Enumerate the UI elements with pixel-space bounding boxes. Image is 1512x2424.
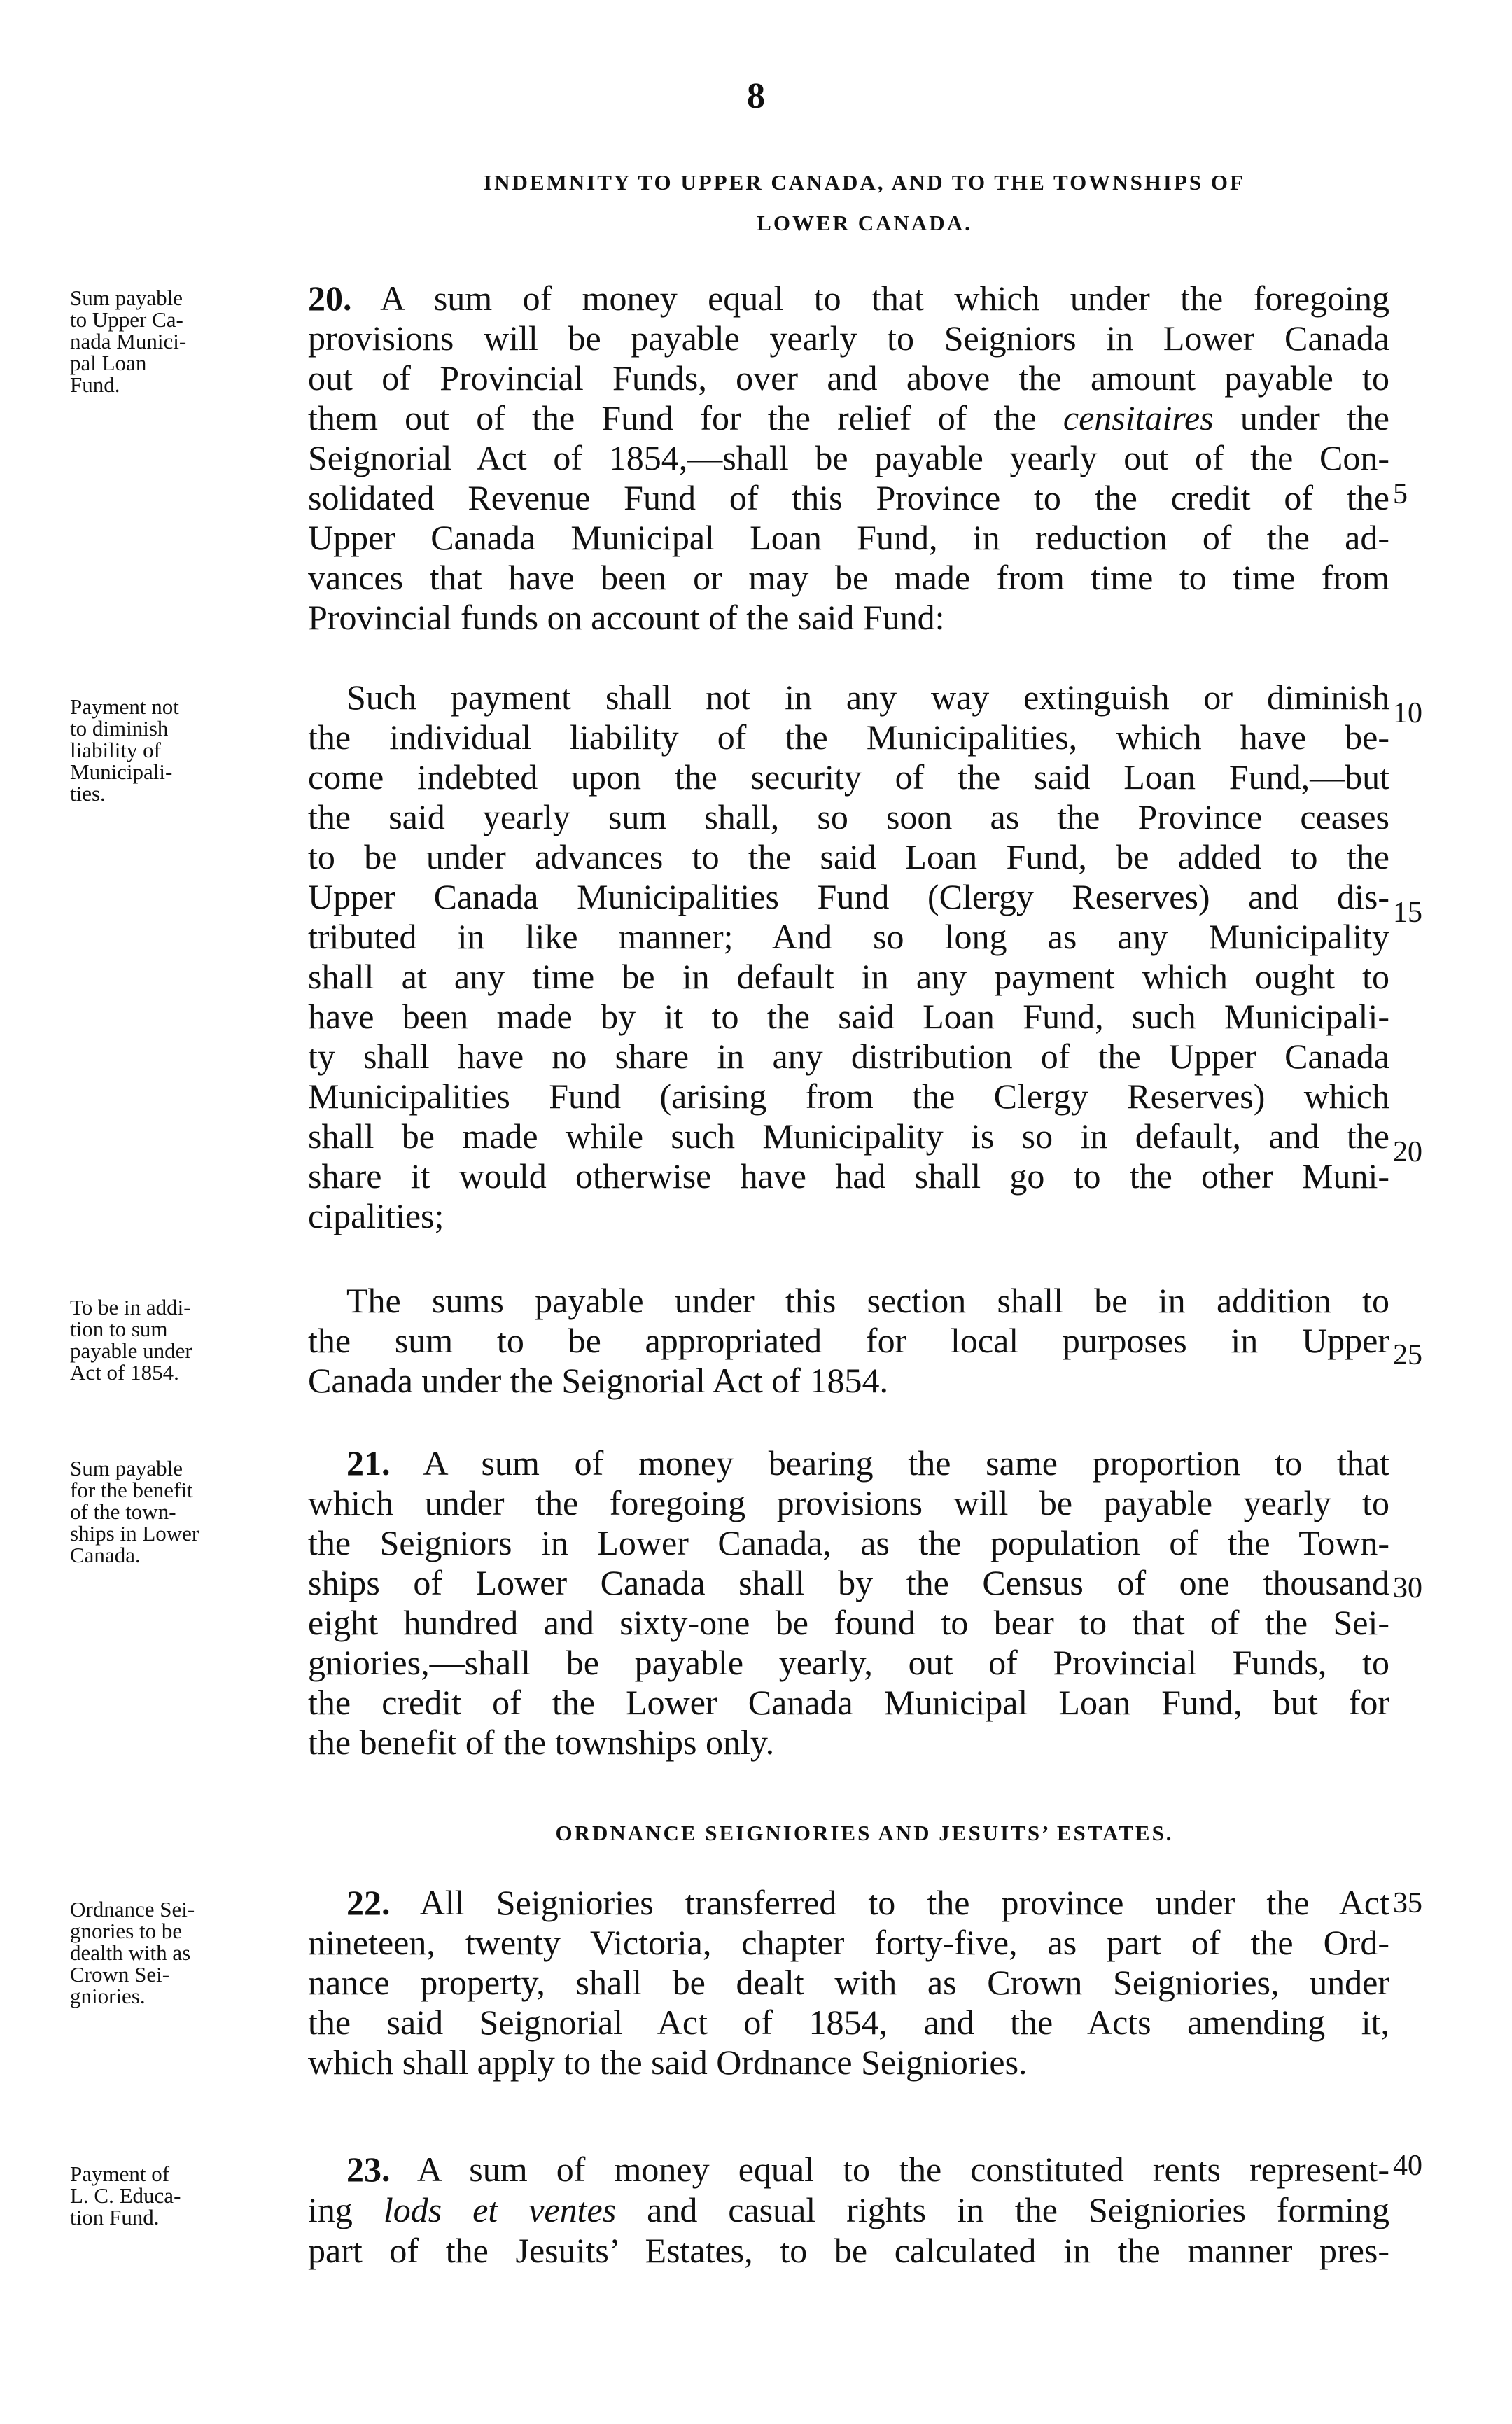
page-number: 8 (747, 76, 765, 116)
text-line: part of the Jesuits’ Estates, to be calculated in the manner pres- (308, 2231, 1390, 2270)
margin-note: Sum payable for the benefit of the town- ships in Lower Canada. (70, 1456, 200, 1567)
line-number: 25 (1393, 1339, 1422, 1371)
paragraph-text (308, 678, 1390, 1236)
text-line: ships of Lower Canada shall by the Census of one thousand (308, 1563, 1390, 1602)
line-number: 20 (1393, 1136, 1422, 1168)
text-line: them out of the Fund for the relief of the censitaires under the (308, 398, 1390, 437)
margin-note: Ordnance Sei- gnories to be dealth with as Crown Sei- gniories. (70, 1897, 195, 2008)
text-line: Seignorial Act of 1854,—shall be payable yearly out of the Con- (308, 438, 1390, 477)
section-heading-indemnity (301, 162, 1428, 244)
paragraph-text (308, 279, 1390, 638)
line-number: 5 (1393, 478, 1408, 510)
paragraph-text (308, 1281, 1390, 1401)
text-line: have been made by it to the said Loan Fund, such Municipali- (308, 997, 1390, 1036)
text-line: 23. A sum of money equal to the constituted rents represent- (346, 2150, 1390, 2189)
text-line: Such payment shall not in any way extinguish or diminish (346, 678, 1390, 717)
text-line: Upper Canada Municipal Loan Fund, in reduction of the ad- (308, 518, 1390, 557)
line-number: 10 (1393, 697, 1422, 729)
text-line: cipalities; (308, 1196, 444, 1235)
margin-note: Sum payable to Upper Ca- nada Munici- pal Loan Fund. (70, 286, 187, 397)
line-number: 40 (1393, 2150, 1422, 2182)
line-number: 30 (1393, 1572, 1422, 1604)
line-number: 35 (1393, 1887, 1422, 1919)
text-line: come indebted upon the security of the said Loan Fund,—but (308, 757, 1390, 797)
text-line: Provincial funds on account of the said Fund: (308, 598, 945, 637)
text-line: shall be made while such Municipality is so in default, and the (308, 1116, 1390, 1156)
text-line: eight hundred and sixty-one be found to bear to that of the Sei- (308, 1603, 1390, 1642)
margin-note: To be in addi- tion to sum payable under Act of 1854. (70, 1295, 192, 1385)
text-line: the individual liability of the Municipalities, which have be- (308, 717, 1390, 757)
line-number: 15 (1393, 897, 1422, 929)
text-line: to be under advances to the said Loan Fund, be added to the (308, 837, 1390, 876)
text-line: provisions will be payable yearly to Seigniors in Lower Canada (308, 318, 1390, 358)
text-line: 20. A sum of money equal to that which under the foregoing (308, 279, 1390, 318)
text-line: The sums payable under this section shall be in addition to (346, 1281, 1390, 1320)
paragraph-text (308, 1883, 1390, 2082)
text-line: Upper Canada Municipalities Fund (Clergy Reserves) and dis- (308, 877, 1390, 916)
text-line: nance property, shall be dealt with as Crown Seigniories, under (308, 1963, 1390, 2002)
text-line: 22. All Seigniories transferred to the province under the Act (346, 1883, 1390, 1922)
text-line: the credit of the Lower Canada Municipal Loan Fund, but for (308, 1683, 1390, 1722)
text-line: tributed in like manner; And so long as any Municipality (308, 917, 1390, 956)
text-line: the sum to be appropriated for local purposes in Upper (308, 1321, 1390, 1360)
text-line: the Seigniors in Lower Canada, as the population of the Town- (308, 1523, 1390, 1562)
text-line: nineteen, twenty Victoria, chapter forty-five, as part of the Ord- (308, 1923, 1390, 1962)
text-line: which shall apply to the said Ordnance Seigniories. (308, 2043, 1028, 2082)
text-line: shall at any time be in default in any payment which ought to (308, 957, 1390, 996)
text-line: the said Seignorial Act of 1854, and the Acts amending it, (308, 2003, 1390, 2042)
text-line: gniories,—shall be payable yearly, out of Provincial Funds, to (308, 1643, 1390, 1682)
text-line: ing lods et ventes and casual rights in the Seigniories forming (308, 2190, 1390, 2229)
text-line: ty shall have no share in any distribution of the Upper Canada (308, 1037, 1390, 1076)
section-heading-line: INDEMNITY TO UPPER CANADA, AND TO THE TOWNSHIPS OF (484, 170, 1245, 195)
text-line: the said yearly sum shall, so soon as the Province ceases (308, 797, 1390, 836)
text-line: 21. A sum of money bearing the same proportion to that (346, 1443, 1390, 1483)
margin-note: Payment of L. C. Educa- tion Fund. (70, 2162, 181, 2229)
section-heading-line: LOWER CANADA. (757, 211, 972, 235)
text-line: the benefit of the townships only. (308, 1723, 775, 1762)
text-line: Municipalities Fund (arising from the Clergy Reserves) which (308, 1077, 1390, 1116)
text-line: which under the foregoing provisions will be payable yearly to (308, 1483, 1390, 1522)
margin-note: Payment not to diminish liability of Municipali- ties. (70, 694, 179, 806)
paragraph-text (308, 2149, 1390, 2271)
paragraph-text (308, 1443, 1390, 1763)
text-line: Canada under the Seignorial Act of 1854. (308, 1361, 888, 1400)
text-line: share it would otherwise have had shall go to the other Muni- (308, 1156, 1390, 1196)
text-line: solidated Revenue Fund of this Province to the credit of the (308, 478, 1390, 517)
text-line: vances that have been or may be made from time to time from (308, 558, 1390, 597)
section-heading-ordnance: ORDNANCE SEIGNIORIES AND JESUITS’ ESTATES. (555, 1821, 1174, 1845)
text-line: out of Provincial Funds, over and above the amount payable to (308, 358, 1390, 398)
